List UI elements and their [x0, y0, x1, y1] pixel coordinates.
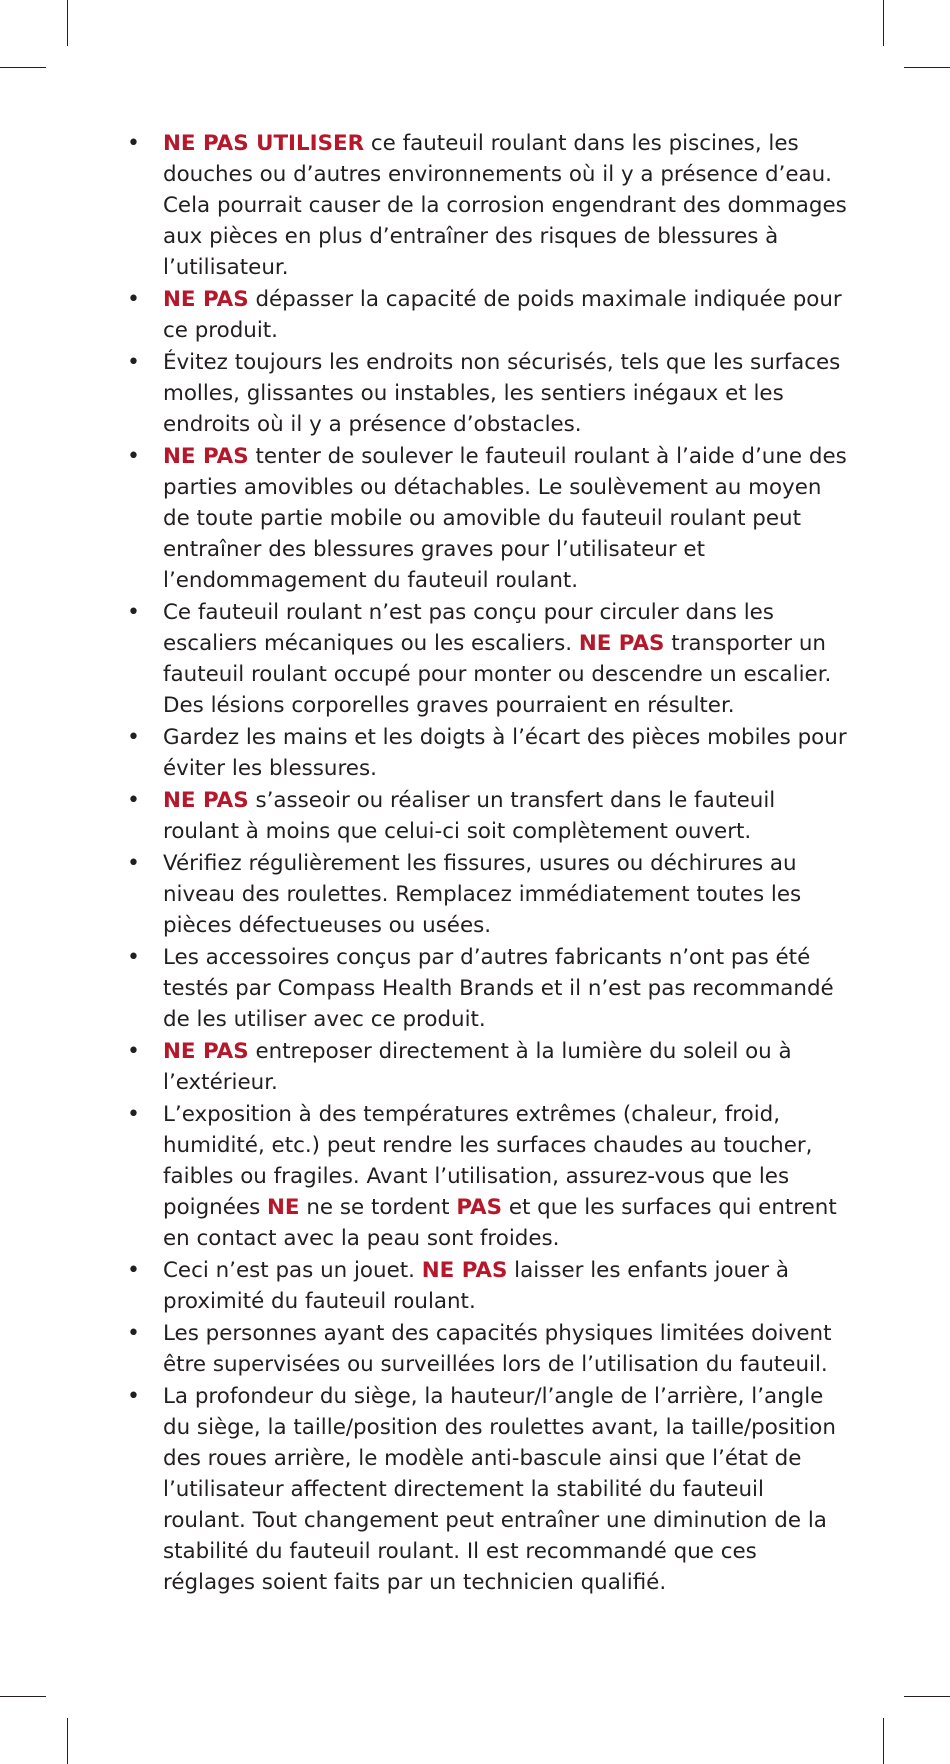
- crop-mark-bottom-left-horizontal: [0, 1696, 46, 1697]
- warning-item: [125, 1255, 847, 1317]
- bullet-icon: •: [127, 725, 140, 750]
- warning-text: L’exposition à des températures extrêmes (chaleur, froid, humidité, etc.) peut rendre les surfaces chaudes au toucher, faibles ou fragiles. Avant l’utilisation, assurez-vous que les poignées: [163, 1102, 813, 1220]
- warning-text: Ce fauteuil roulant n’est pas conçu pour circuler dans les escaliers mécaniques ou les escaliers.: [163, 600, 774, 656]
- warning-emphasis: NE PAS: [578, 631, 665, 656]
- warning-text: Évitez toujours les endroits non sécurisés, tels que les surfaces molles, glissantes ou instables, les sentiers inégaux et les endroits où il y a présence d’obstacles.: [163, 350, 841, 437]
- warning-emphasis: NE PAS: [163, 287, 249, 312]
- warning-emphasis: NE PAS: [421, 1258, 508, 1283]
- warning-item: [125, 284, 847, 346]
- bullet-icon: •: [127, 945, 140, 970]
- crop-mark-bottom-right-vertical: [883, 1718, 884, 1764]
- bullet-icon: •: [127, 788, 140, 813]
- bullet-icon: •: [127, 1258, 140, 1283]
- warning-text: laisser les enfants jouer à proximité du fauteuil roulant.: [163, 1258, 789, 1314]
- warning-list: [125, 128, 847, 1599]
- warning-item: [125, 848, 847, 941]
- warning-item: [125, 785, 847, 847]
- crop-mark-top-left-vertical: [67, 0, 68, 46]
- warning-item: [125, 942, 847, 1035]
- warning-text: dépasser la capacité de poids maximale indiquée pour ce produit.: [163, 287, 842, 343]
- warning-emphasis: NE PAS: [163, 444, 249, 469]
- warning-item: [125, 441, 847, 596]
- warning-item: [125, 1318, 847, 1380]
- warning-item: [125, 1099, 847, 1254]
- warning-emphasis: NE PAS: [163, 788, 249, 813]
- bullet-icon: •: [127, 1102, 140, 1127]
- warning-item: [125, 597, 847, 721]
- bullet-icon: •: [127, 1384, 140, 1409]
- warning-text: Vérifiez régulièrement les fissures, usures ou déchirures au niveau des roulettes. Remplacez immédiatement toutes les pièces défectueuses ou usées.: [163, 851, 802, 938]
- crop-mark-bottom-right-horizontal: [904, 1696, 950, 1697]
- warning-emphasis: PAS: [456, 1195, 503, 1220]
- bullet-icon: •: [127, 131, 140, 156]
- warning-item: [125, 722, 847, 784]
- crop-mark-bottom-left-vertical: [67, 1718, 68, 1764]
- bullet-icon: •: [127, 350, 140, 375]
- warning-text: Les personnes ayant des capacités physiques limitées doivent être supervisées ou surveillées lors de l’utilisation du fauteuil.: [163, 1321, 832, 1377]
- warning-text: La profondeur du siège, la hauteur/l’angle de l’arrière, l’angle du siège, la taille/position des roulettes avant, la taille/position des roues arrière, le modèle anti-bascule ainsi que l’état de l’utilisateur affectent directement la stabilité du fauteuil roulant. Tout changement peut entraîner une diminution de la stabilité du fauteuil roulant. Il est recommandé que ces réglages soient faits par un technicien qualifié.: [163, 1384, 836, 1595]
- crop-mark-top-right-vertical: [883, 0, 884, 46]
- warning-text: transporter un fauteuil roulant occupé pour monter ou descendre un escalier. Des lésions corporelles graves pourraient en résulter.: [163, 631, 832, 718]
- bullet-icon: •: [127, 1321, 140, 1346]
- warning-item: [125, 128, 847, 283]
- warning-text: tenter de soulever le fauteuil roulant à l’aide d’une des parties amovibles ou détachables. Le soulèvement au moyen de toute partie mobile ou amovible du fauteuil roulant peut entraîner des blessures graves pour l’utilisateur et l’endommagement du fauteuil roulant.: [163, 444, 847, 593]
- crop-mark-top-left-horizontal: [0, 67, 46, 68]
- bullet-icon: •: [127, 1039, 140, 1064]
- bullet-icon: •: [127, 851, 140, 876]
- warning-emphasis: NE PAS UTILISER: [163, 131, 365, 156]
- warning-text: Les accessoires conçus par d’autres fabricants n’ont pas été testés par Compass Health Brands et il n’est pas recommandé de les utiliser avec ce produit.: [163, 945, 834, 1032]
- crop-mark-top-right-horizontal: [904, 67, 950, 68]
- warning-text: Gardez les mains et les doigts à l’écart des pièces mobiles pour éviter les blessures.: [163, 725, 847, 781]
- warning-item: [125, 347, 847, 440]
- warning-text: entreposer directement à la lumière du soleil ou à l’extérieur.: [163, 1039, 792, 1095]
- bullet-icon: •: [127, 444, 140, 469]
- bullet-icon: •: [127, 600, 140, 625]
- bullet-icon: •: [127, 287, 140, 312]
- warning-text: et que les surfaces qui entrent en contact avec la peau sont froides.: [163, 1195, 837, 1251]
- warning-item: [125, 1381, 847, 1598]
- warning-text: Ceci n’est pas un jouet.: [163, 1258, 422, 1283]
- warning-emphasis: NE: [267, 1195, 300, 1220]
- warning-text: ce fauteuil roulant dans les piscines, les douches ou d’autres environnements où il y a présence d’eau. Cela pourrait causer de la corrosion engendrant des dommages aux pièces en plus d’entraîner des risques de blessures à l’utilisateur.: [163, 131, 847, 280]
- warning-text: s’asseoir ou réaliser un transfert dans le fauteuil roulant à moins que celui-ci soit complètement ouvert.: [163, 788, 776, 844]
- warning-item: [125, 1036, 847, 1098]
- warning-emphasis: NE PAS: [163, 1039, 249, 1064]
- warning-text: ne se tordent: [299, 1195, 457, 1220]
